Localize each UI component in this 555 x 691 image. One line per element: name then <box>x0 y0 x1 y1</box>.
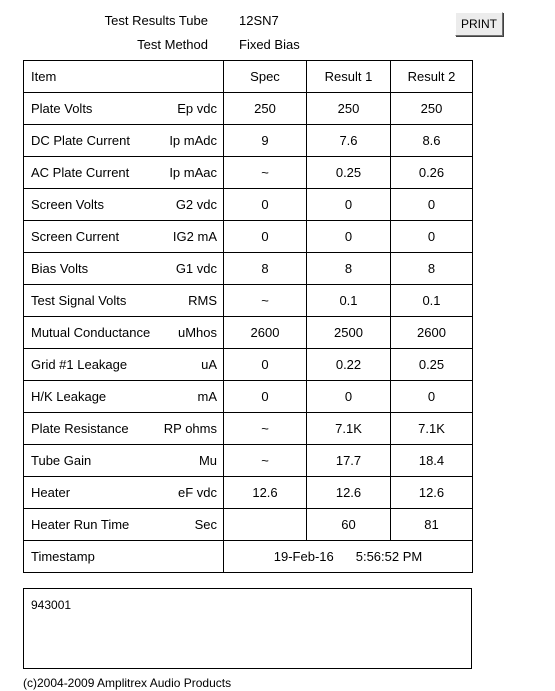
result-1-cell: 0 <box>307 381 391 413</box>
spec-cell: 2600 <box>224 317 307 349</box>
item-cell <box>24 221 224 253</box>
item-unit: Ep vdc <box>177 101 217 116</box>
item-name: Screen Volts <box>31 197 104 212</box>
item-cell <box>24 157 224 189</box>
result-1-cell: 0.1 <box>307 285 391 317</box>
item-unit: mA <box>197 389 217 404</box>
item-name: Mutual Conductance <box>31 325 151 340</box>
item-unit: G1 vdc <box>175 261 217 276</box>
spec-cell: 0 <box>224 381 307 413</box>
result-2-cell: 0 <box>391 189 473 221</box>
item-name: AC Plate Current <box>31 165 130 180</box>
tube-label: Test Results Tube <box>104 13 208 28</box>
result-2-cell: 7.1K <box>391 413 473 445</box>
item-cell <box>24 93 224 125</box>
result-1-cell: 7.1K <box>307 413 391 445</box>
item-name: DC Plate Current <box>31 133 130 148</box>
timestamp-label: Timestamp <box>31 549 95 564</box>
timestamp-date: 19-Feb-16 <box>273 549 334 564</box>
item-cell <box>24 445 224 477</box>
spec-cell: 0 <box>224 349 307 381</box>
timestamp-value-cell <box>224 541 473 573</box>
item-cell <box>24 349 224 381</box>
item-cell <box>24 381 224 413</box>
result-1-cell: 0 <box>307 189 391 221</box>
item-cell <box>24 317 224 349</box>
print-button[interactable]: PRINT <box>455 12 503 36</box>
item-unit: eF vdc <box>177 485 217 500</box>
spec-cell: 12.6 <box>224 477 307 509</box>
result-1-cell: 0.25 <box>307 157 391 189</box>
notes-text: 943001 <box>31 598 72 612</box>
item-name: Test Signal Volts <box>31 293 127 308</box>
spec-cell: 9 <box>224 125 307 157</box>
result-1-cell: 2500 <box>307 317 391 349</box>
item-name: Bias Volts <box>31 261 89 276</box>
item-unit: uMhos <box>177 325 217 340</box>
result-2-cell: 250 <box>391 93 473 125</box>
notes-box[interactable] <box>23 588 472 669</box>
result-2-cell: 0 <box>391 381 473 413</box>
result-2-cell: 0.26 <box>391 157 473 189</box>
result-2-cell: 0.25 <box>391 349 473 381</box>
item-unit: Ip mAdc <box>169 133 217 148</box>
item-cell <box>24 477 224 509</box>
table-row <box>24 381 473 413</box>
table-row <box>24 157 473 189</box>
result-1-cell: 17.7 <box>307 445 391 477</box>
table-row <box>24 125 473 157</box>
item-name: Plate Volts <box>31 101 93 116</box>
table-row <box>24 221 473 253</box>
item-unit: Mu <box>198 453 217 468</box>
table-row <box>24 477 473 509</box>
timestamp-row <box>24 541 473 573</box>
copyright-text: (c)2004-2009 Amplitrex Audio Products <box>23 676 232 690</box>
tube-value: 12SN7 <box>239 13 279 28</box>
table-row <box>24 285 473 317</box>
table-row <box>24 189 473 221</box>
spec-cell: ~ <box>224 285 307 317</box>
timestamp-label-cell <box>24 541 224 573</box>
column-header-result-2: Result 2 <box>391 61 473 93</box>
spec-cell <box>224 509 307 541</box>
result-2-cell: 12.6 <box>391 477 473 509</box>
item-cell <box>24 189 224 221</box>
item-cell <box>24 285 224 317</box>
spec-cell: ~ <box>224 445 307 477</box>
result-1-cell: 0 <box>307 221 391 253</box>
result-2-cell: 81 <box>391 509 473 541</box>
item-name: Heater Run Time <box>31 517 130 532</box>
spec-cell: 250 <box>224 93 307 125</box>
column-header-result-1: Result 1 <box>307 61 391 93</box>
table-row <box>24 445 473 477</box>
item-name: Heater <box>31 485 71 500</box>
item-unit: Sec <box>194 517 217 532</box>
column-header-spec: Spec <box>224 61 307 93</box>
result-1-cell: 60 <box>307 509 391 541</box>
result-2-cell: 0.1 <box>391 285 473 317</box>
item-name: Grid #1 Leakage <box>31 357 128 372</box>
result-1-cell: 250 <box>307 93 391 125</box>
item-cell <box>24 509 224 541</box>
spec-cell: ~ <box>224 413 307 445</box>
item-unit: Ip mAac <box>169 165 217 180</box>
method-label: Test Method <box>137 37 208 52</box>
table-row <box>24 413 473 445</box>
item-name: H/K Leakage <box>31 389 107 404</box>
result-1-cell: 12.6 <box>307 477 391 509</box>
results-table <box>23 60 473 573</box>
table-row <box>24 253 473 285</box>
spec-cell: ~ <box>224 157 307 189</box>
result-1-cell: 8 <box>307 253 391 285</box>
method-value: Fixed Bias <box>239 37 300 52</box>
header-row <box>24 61 473 93</box>
timestamp-time: 5:56:52 PM <box>355 549 423 564</box>
item-cell <box>24 413 224 445</box>
result-2-cell: 8 <box>391 253 473 285</box>
spec-cell: 0 <box>224 221 307 253</box>
item-name: Screen Current <box>31 229 120 244</box>
table-row <box>24 93 473 125</box>
result-2-cell: 8.6 <box>391 125 473 157</box>
item-name: Plate Resistance <box>31 421 129 436</box>
result-1-cell: 0.22 <box>307 349 391 381</box>
result-1-cell: 7.6 <box>307 125 391 157</box>
item-unit: RP ohms <box>163 421 217 436</box>
spec-cell: 0 <box>224 189 307 221</box>
result-2-cell: 2600 <box>391 317 473 349</box>
column-header-item: Item <box>24 61 224 93</box>
item-unit: IG2 mA <box>172 229 217 244</box>
result-2-cell: 18.4 <box>391 445 473 477</box>
table-row <box>24 509 473 541</box>
table-row <box>24 349 473 381</box>
result-2-cell: 0 <box>391 221 473 253</box>
item-cell <box>24 253 224 285</box>
table-row <box>24 317 473 349</box>
spec-cell: 8 <box>224 253 307 285</box>
item-unit: uA <box>201 357 217 372</box>
item-unit: G2 vdc <box>175 197 217 212</box>
item-cell <box>24 125 224 157</box>
item-name: Tube Gain <box>31 453 92 468</box>
item-unit: RMS <box>188 293 217 308</box>
